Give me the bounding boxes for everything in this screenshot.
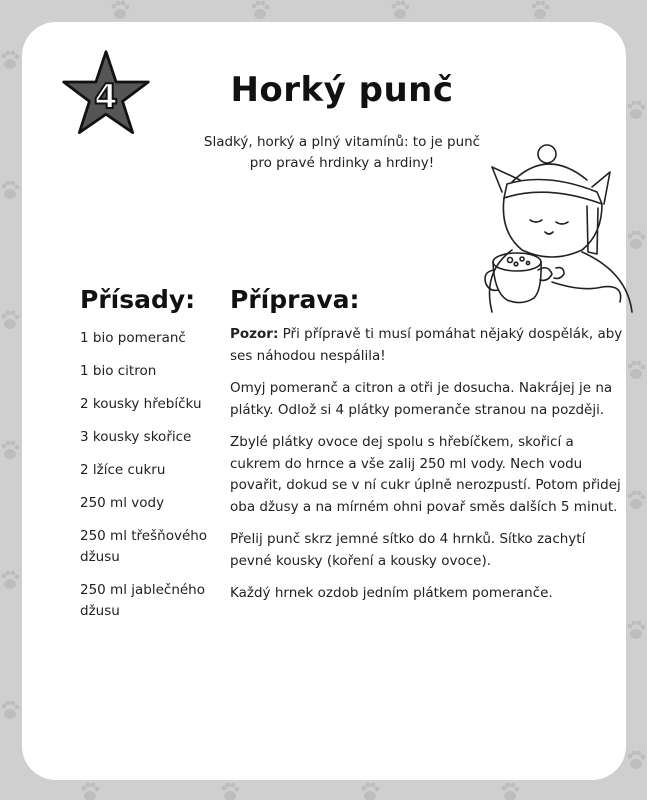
paw-icon	[502, 783, 520, 800]
mug-foam	[508, 258, 513, 263]
paw-icon	[112, 1, 130, 19]
paw-icon	[392, 1, 410, 19]
paw-icon	[628, 751, 646, 769]
ingredient-item: 250 ml jablečného džusu	[80, 582, 206, 619]
warning-note	[230, 324, 625, 367]
paw-icon	[252, 1, 270, 19]
paw-icon	[2, 51, 20, 69]
ingredient-item: 2 kousky hřebíčku	[80, 396, 202, 412]
mug-foam	[514, 262, 518, 266]
preparation-steps	[230, 324, 625, 616]
paw-icon	[628, 621, 646, 639]
ingredients-heading: Přísady:	[80, 285, 196, 314]
ingredient-item: 250 ml třešňového džusu	[80, 528, 208, 565]
paw-icon	[2, 701, 20, 719]
cat-body-left	[490, 250, 513, 312]
paw-icon	[2, 571, 20, 589]
hat-brim	[504, 180, 602, 205]
cat-eye-left	[530, 220, 542, 222]
cat-paw	[554, 268, 564, 279]
paw-icon	[628, 491, 646, 509]
mug-foam	[520, 257, 524, 261]
paw-icon	[628, 101, 646, 119]
paw-icon	[82, 783, 100, 800]
preparation-step: Zbylé plátky ovoce dej spolu s hřebíčkem, skořicí a cukrem do hrnce a vše zalij 250 ml vody. Nech vodu povařit, dokud se v ní cukr úplně nerozpustí. Potom přidej oba džusy a na mírném ohni povař směs dalších 5 minut.	[230, 434, 621, 515]
paw-icon	[2, 181, 20, 199]
warning-text: Při přípravě ti musí pomáhat nějaký dospělák, aby ses náhodou nespálila!	[230, 326, 623, 364]
paw-icon	[222, 783, 240, 800]
ingredient-item: 1 bio citron	[80, 363, 157, 379]
recipe-card	[22, 22, 626, 780]
cat-body-right	[582, 252, 632, 312]
preparation-step: Omyj pomeranč a citron a otři je dosucha. Nakrájej je na plátky. Odlož si 4 plátky pomeranče stranou na později.	[230, 380, 613, 418]
cat-mouth	[545, 232, 553, 234]
paw-icon	[362, 783, 380, 800]
preparation-step: Každý hrnek ozdob jedním plátkem pomeranče.	[230, 585, 553, 601]
recipe-subtitle	[202, 132, 482, 174]
hat-pompom	[538, 145, 556, 163]
paw-icon	[532, 1, 550, 19]
subtitle-line: pro pravé hrdinky a hrdiny!	[249, 155, 435, 171]
ingredient-item: 1 bio pomeranč	[80, 330, 186, 346]
mug-foam	[526, 261, 529, 264]
ingredient-item: 3 kousky skořice	[80, 429, 192, 445]
ingredient-item: 250 ml vody	[80, 495, 165, 511]
paw-icon	[2, 311, 20, 329]
subtitle-line: Sladký, horký a plný vitamínů: to je punč	[203, 134, 481, 150]
warning-label: Pozor:	[230, 326, 279, 342]
cat-eye-right	[556, 222, 568, 224]
preparation-heading: Příprava:	[230, 285, 360, 314]
ingredients-list	[80, 328, 220, 634]
page-title: Horký punč	[230, 70, 454, 110]
paw-icon	[2, 441, 20, 459]
ingredient-item: 2 lžíce cukru	[80, 462, 166, 478]
preparation-step: Přelij punč skrz jemné sítko do 4 hrnků. Sítko zachytí pevné kousky (koření a kousky ovoce).	[230, 531, 586, 569]
cat-ear-right	[592, 172, 610, 204]
cat-tail	[552, 282, 621, 302]
paw-icon	[628, 361, 646, 379]
recipe-number: 4	[94, 77, 118, 117]
cat-with-mug-icon	[452, 142, 637, 317]
